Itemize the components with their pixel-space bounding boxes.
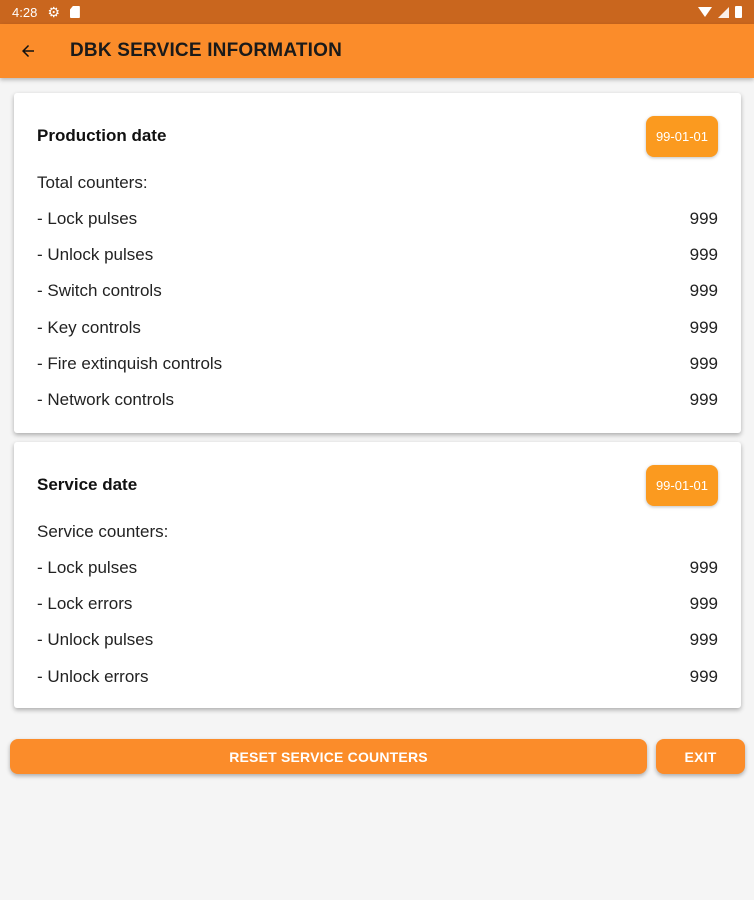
list-item — [37, 667, 718, 687]
counter-value: 999 — [689, 630, 718, 649]
total-counters-heading: Total counters: — [37, 173, 148, 192]
counter-label: - Lock pulses — [37, 558, 138, 577]
counter-label: - Network controls — [37, 390, 174, 409]
arrow-left-icon — [19, 42, 37, 60]
service-date-badge[interactable]: 99-01-01 — [646, 465, 718, 506]
list-item — [37, 209, 718, 229]
sdcard-icon — [70, 6, 80, 18]
list-item — [37, 630, 718, 650]
app-bar — [0, 24, 754, 78]
signal-icon — [718, 7, 729, 18]
counter-label: - Unlock errors — [37, 667, 149, 686]
counter-value: 999 — [689, 209, 718, 228]
status-bar — [0, 0, 754, 24]
production-card — [14, 93, 741, 433]
counter-value: 999 — [689, 354, 718, 373]
counter-label: - Key controls — [37, 318, 141, 337]
counter-label: - Fire extinquish controls — [37, 354, 223, 373]
production-date-title: Production date — [37, 126, 167, 145]
counter-value: 999 — [689, 594, 718, 613]
counter-value: 999 — [689, 667, 718, 686]
production-header — [37, 115, 718, 157]
gear-icon: ⚙ — [47, 4, 60, 20]
list-item — [37, 354, 718, 374]
counter-value: 999 — [689, 318, 718, 337]
counter-label: - Switch controls — [37, 281, 162, 300]
counter-label: - Lock pulses — [37, 209, 138, 228]
wifi-icon — [698, 7, 712, 17]
counter-label: - Unlock pulses — [37, 245, 154, 264]
service-counters-heading: Service counters: — [37, 522, 169, 541]
counter-label: - Unlock pulses — [37, 630, 154, 649]
reset-service-counters-button[interactable]: RESET SERVICE COUNTERS — [10, 739, 647, 774]
counter-label: - Lock errors — [37, 594, 133, 613]
counter-value: 999 — [689, 245, 718, 264]
list-item — [37, 281, 718, 301]
page-title: DBK SERVICE INFORMATION — [70, 40, 343, 61]
list-item — [37, 594, 718, 614]
status-time: 4:28 — [12, 4, 38, 20]
list-item — [37, 318, 718, 338]
exit-button[interactable]: EXIT — [656, 739, 745, 774]
counter-value: 999 — [689, 390, 718, 409]
counter-value: 999 — [689, 281, 718, 300]
list-item — [37, 558, 718, 578]
service-header — [37, 464, 718, 506]
service-date-title: Service date — [37, 475, 138, 494]
production-date-badge[interactable]: 99-01-01 — [646, 116, 718, 157]
counter-value: 999 — [689, 558, 718, 577]
service-card — [14, 442, 741, 708]
list-item — [37, 390, 718, 410]
back-button[interactable] — [0, 24, 56, 78]
list-item — [37, 245, 718, 265]
battery-icon — [735, 6, 742, 18]
